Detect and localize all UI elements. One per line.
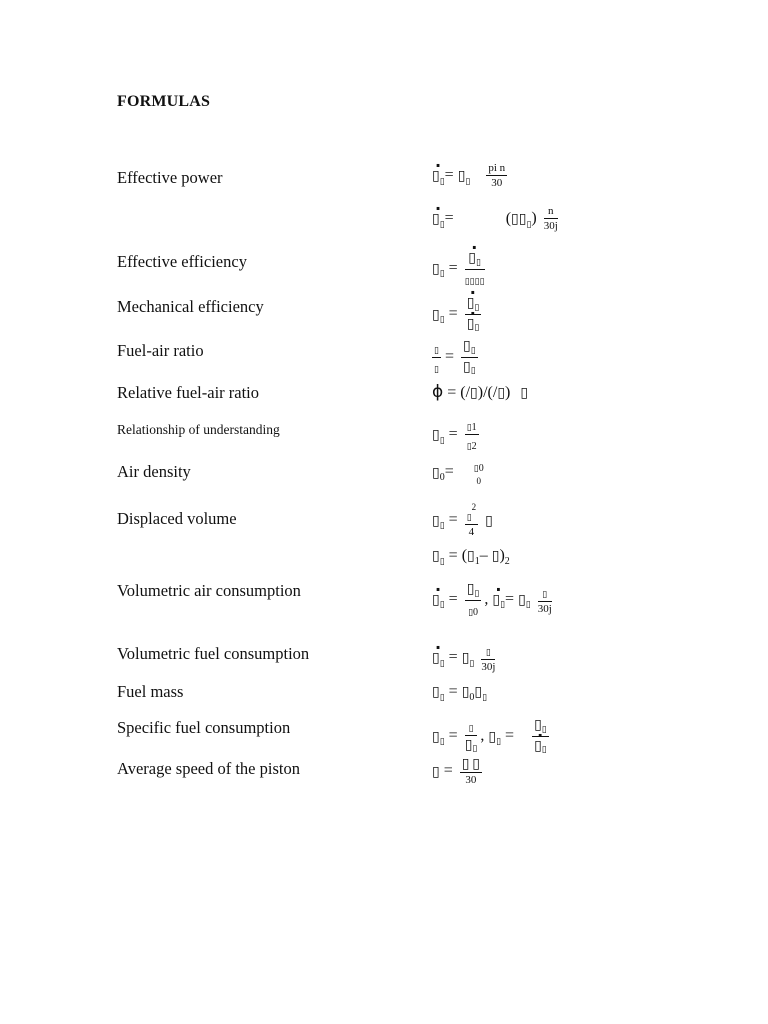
- formula-relative-fuel-air-ratio: ϕ = (/▯)/(/▯) ▯: [432, 382, 529, 402]
- label-relative-fuel-air-ratio: Relative fuel-air ratio: [117, 383, 260, 402]
- label-effective-efficiency: Effective efficiency: [117, 252, 247, 271]
- formula-specific-fuel-consumption: ▯▯ = $\frac{▯}{▯▯}$ , ▯▯ = ▯▯ · ▯▯: [432, 718, 552, 755]
- formula-volumetric-fuel-consumption: · ▯▯ = ▯▯ $\frac{▯}{30j}$: [432, 643, 498, 673]
- label-volumetric-air-consumption: Volumetric air consumption: [117, 581, 301, 600]
- formula-effective-power-1: · ▯▯= ▯▯ $\frac{\text{pi n}}{30}$: [432, 163, 510, 189]
- formula-effective-power-2: · ▯▯= (▯▯▯) $\frac{n}{30j}$: [432, 206, 561, 232]
- formula-air-density: $▯_0=$ ▯0 0: [432, 463, 484, 486]
- formula-relationship-of-understanding: ▯▯ = $\frac{▯1}{▯2}$: [432, 418, 482, 452]
- formula-fuel-mass: ▯▯ = $▯_0▯▯$: [432, 683, 488, 703]
- formula-displaced-volume-2: ▯▯ = ($▯_1-$ $▯)_2$: [432, 547, 510, 567]
- formula-fuel-air-ratio: $\frac{▯}{▯}$ = $\frac{▯▯}{▯▯}$: [434, 338, 476, 377]
- formula-volumetric-air-consumption: · ▯▯ = $\frac{▯▯}{▯0}$ , · ▯▯= ▯▯ $\frac{▯}{30j}$: [432, 582, 555, 618]
- label-specific-fuel-consumption: Specific fuel consumption: [117, 718, 291, 737]
- label-air-density: Air density: [117, 462, 191, 481]
- formula-effective-efficiency: ▯▯ = · $\frac{▯▯}{▯▯▯▯}$: [432, 251, 488, 287]
- label-volumetric-fuel-consumption: Volumetric fuel consumption: [117, 644, 310, 663]
- label-fuel-mass: Fuel mass: [117, 682, 184, 701]
- formula-displaced-volume-1: ▯▯ = $\frac{▯^2}{4}$ ▯: [432, 502, 493, 538]
- label-displaced-volume: Displaced volume: [117, 509, 237, 528]
- formulas-heading: FORMULAS: [117, 93, 211, 110]
- formula-average-speed-piston: ▯ = $\frac{▯ ▯}{30}$: [432, 756, 480, 786]
- label-mechanical-efficiency: Mechanical efficiency: [117, 297, 264, 316]
- label-average-speed-piston: Average speed of the piston: [117, 759, 300, 778]
- label-fuel-air-ratio: Fuel-air ratio: [117, 341, 204, 360]
- label-effective-power: Effective power: [117, 168, 223, 187]
- formula-mechanical-efficiency: ▯▯ = · ▯▯ · ▯▯: [432, 296, 484, 333]
- label-relationship-of-understanding: Relationship of understanding: [117, 422, 280, 437]
